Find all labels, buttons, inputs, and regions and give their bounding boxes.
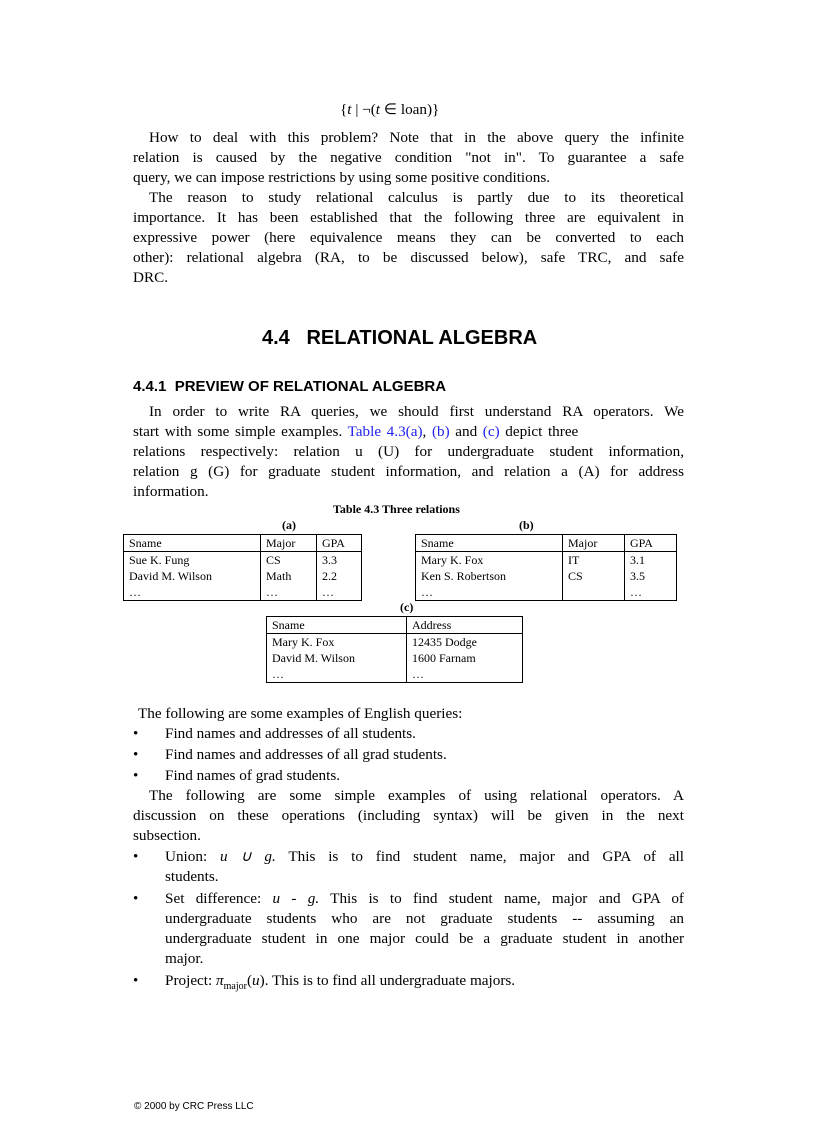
op-label: Union:	[165, 848, 221, 865]
table-cell: 12435 Dodge	[407, 634, 523, 651]
table-a-label: (a)	[282, 518, 296, 532]
table-row	[124, 568, 362, 584]
formula	[340, 100, 439, 120]
para2-line: DRC.	[133, 269, 169, 286]
queries-intro: The following are some examples of English queries:	[138, 705, 463, 722]
table-cell: …	[407, 666, 523, 683]
table-row	[267, 650, 523, 666]
table-row	[267, 666, 523, 683]
para3-text: and	[449, 423, 483, 440]
table-b	[415, 534, 677, 601]
formula-var: t	[375, 101, 381, 118]
table-cell: Math	[261, 568, 317, 584]
table-row	[416, 584, 677, 601]
op-desc: ). This is to find all undergraduate majors.	[259, 972, 516, 989]
op-label: Set difference:	[165, 890, 273, 907]
para4-line: discussion on these operations (including syntax) will be given in the next	[133, 807, 684, 824]
para3-line: information.	[133, 483, 209, 500]
bullet-icon: •	[133, 890, 139, 907]
diff-cont: undergraduate student in one major could be a graduate student in another	[165, 930, 684, 947]
union-cont: students.	[165, 868, 219, 885]
pi-symbol: π	[216, 972, 224, 989]
para3-text: start with some simple examples.	[133, 423, 343, 440]
table-cell: 3.1	[625, 552, 677, 569]
table-a-header: GPA	[317, 535, 362, 552]
table-cell: …	[267, 666, 407, 683]
table-b-label: (b)	[519, 518, 534, 532]
formula-part: ∈ loan)}	[380, 101, 440, 118]
table-c-header: Address	[407, 617, 523, 634]
para3-text: depict three	[499, 423, 579, 440]
table-cell: …	[317, 584, 362, 601]
table-c-link[interactable]: (c)	[482, 423, 500, 440]
table-cell: Ken S. Robertson	[416, 568, 563, 584]
table-cell: …	[625, 584, 677, 601]
para2-line: The reason to study relational calculus is partly due to its theoretical	[149, 189, 684, 206]
para3-line: In order to write RA queries, we should first understand RA operators. We	[149, 403, 684, 420]
op-expr: u - g.	[272, 890, 320, 907]
table-cell: …	[124, 584, 261, 601]
formula-var: t	[347, 101, 352, 118]
diff-cont: major.	[165, 950, 204, 967]
para1-line: query, we can impose restrictions by using some positive conditions.	[133, 169, 551, 186]
diff-line	[165, 889, 684, 909]
bullet-icon: •	[133, 725, 139, 742]
table-cell: CS	[563, 568, 625, 584]
table-c-header: Sname	[267, 617, 407, 634]
table-cell: 1600 Farnam	[407, 650, 523, 666]
formula-part: | ¬(	[351, 101, 376, 118]
op-desc: This is to find student name, major and GPA of all	[275, 848, 684, 865]
op-expr: u ∪ g.	[220, 848, 276, 865]
op-desc: This is to find student name, major and GPA of	[319, 890, 684, 907]
table-a	[123, 534, 362, 601]
para2-line: expressive power (here equivalence means they can be converted to each	[133, 229, 684, 246]
table-row	[124, 584, 362, 601]
table-a-header: Major	[261, 535, 317, 552]
table-cell: Sue K. Fung	[124, 552, 261, 569]
query-item: Find names and addresses of all students.	[165, 725, 416, 742]
op-label: Project:	[165, 972, 217, 989]
bullet-icon: •	[133, 767, 139, 784]
table-cell: …	[261, 584, 317, 601]
table-cell: David M. Wilson	[124, 568, 261, 584]
bullet-icon: •	[133, 848, 139, 865]
table-row	[124, 552, 362, 569]
op-subscript: major	[223, 981, 247, 993]
table-b-link[interactable]: (b)	[431, 423, 450, 440]
para4-line: The following are some simple examples of using relational operators. A	[149, 787, 684, 804]
para2-line: other): relational algebra (RA, to be discussed below), safe TRC, and safe	[133, 249, 684, 266]
table-cell: Mary K. Fox	[267, 634, 407, 651]
table-c	[266, 616, 523, 683]
table-b-header: GPA	[625, 535, 677, 552]
query-item: Find names and addresses of all grad students.	[165, 746, 447, 763]
op-arg: u	[252, 972, 260, 989]
para1-line: How to deal with this problem? Note that in the above query the infinite	[149, 129, 684, 146]
table-b-header: Major	[563, 535, 625, 552]
table-cell: David M. Wilson	[267, 650, 407, 666]
bullet-icon: •	[133, 972, 139, 989]
para3-line: relations respectively: relation u (U) for undergraduate student information,	[133, 443, 684, 460]
table-cell: …	[416, 584, 563, 601]
query-item: Find names of grad students.	[165, 767, 341, 784]
union-line	[165, 847, 684, 867]
table-cell: CS	[261, 552, 317, 569]
table-cell: Mary K. Fox	[416, 552, 563, 569]
bullet-icon: •	[133, 746, 139, 763]
table-b-header: Sname	[416, 535, 563, 552]
table-a-header: Sname	[124, 535, 261, 552]
table-4-3a-link[interactable]: Table 4.3(a)	[347, 423, 423, 440]
para1-line: relation is caused by the negative condition "not in". To guarantee a safe	[133, 149, 684, 166]
para2-line: importance. It has been established that the following three are equivalent in	[133, 209, 684, 226]
table-cell: 3.3	[317, 552, 362, 569]
formula-part: {	[340, 101, 348, 118]
table-cell: 2.2	[317, 568, 362, 584]
table-row	[416, 552, 677, 569]
para4-line: subsection.	[133, 827, 201, 844]
table-caption: Table 4.3 Three relations	[333, 502, 460, 516]
para3-line: relation g (G) for graduate student information, and relation a (A) for address	[133, 463, 684, 480]
subsection-heading: 4.4.1 PREVIEW OF RELATIONAL ALGEBRA	[133, 378, 447, 395]
para3-text: ,	[422, 423, 432, 440]
project-line: Project: $\pi_{major}(u)$. This is to find all undergraduate majors.	[165, 972, 516, 993]
section-heading: 4.4 RELATIONAL ALGEBRA	[262, 327, 538, 349]
table-row	[416, 568, 677, 584]
table-cell	[563, 584, 625, 601]
table-row	[267, 634, 523, 651]
diff-cont: undergraduate students who are not graduate students -- assuming an	[165, 910, 684, 927]
table-cell: IT	[563, 552, 625, 569]
table-c-label: (c)	[400, 600, 414, 614]
copyright-footer: © 2000 by CRC Press LLC	[134, 1101, 254, 1112]
para3-line	[133, 422, 684, 442]
table-cell: 3.5	[625, 568, 677, 584]
